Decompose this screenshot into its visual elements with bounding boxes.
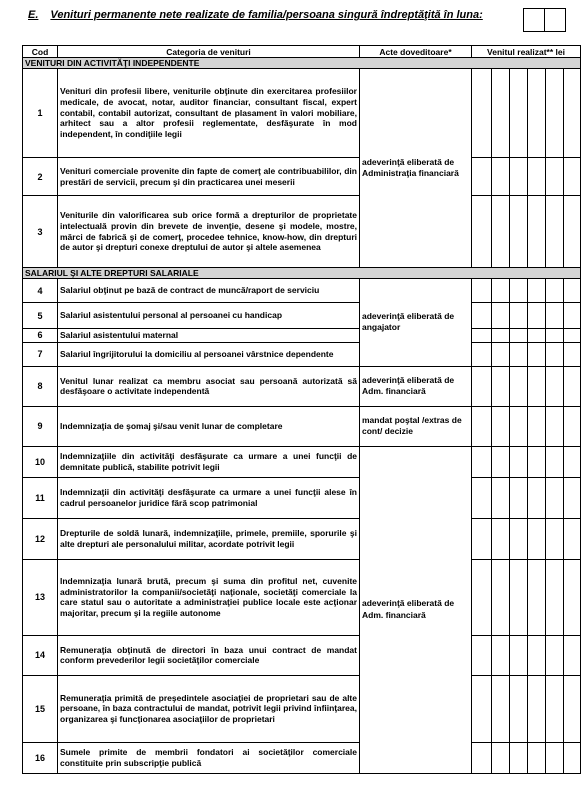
income-digit-cell[interactable] [546,477,564,518]
row-code: 16 [23,742,58,773]
row-code: 11 [23,477,58,518]
month-box[interactable] [545,8,566,32]
income-digit-cell[interactable] [510,196,528,268]
income-digit-cell[interactable] [472,742,492,773]
income-digit-cell[interactable] [528,158,546,196]
income-digit-cell[interactable] [546,329,564,343]
supporting-documents: mandat poştal /extras de cont/ decizie [360,406,472,446]
income-digit-cell[interactable] [492,477,510,518]
row-code: 8 [23,366,58,406]
income-digit-cell[interactable] [528,366,546,406]
row-category-text: Indemnizaţiile din activităţi desfăşurate ca urmare a unei funcţii de demnitate publică, stabilite potrivit legii [58,446,360,477]
income-digit-cell[interactable] [510,329,528,343]
income-digit-cell[interactable] [492,742,510,773]
row-category-text: Sumele primite de membrii fondatori ai societăţilor comerciale constituite prin subscripţie publică [58,742,360,773]
header-documents: Acte doveditoare* [360,46,472,58]
income-digit-cell[interactable] [564,366,581,406]
table-row [23,446,581,477]
row-category-text: Salariul obţinut pe bază de contract de muncă/raport de serviciu [58,279,360,303]
income-digit-cell[interactable] [492,279,510,303]
table-row [23,742,581,773]
income-digit-cell[interactable] [564,329,581,343]
income-digit-cell[interactable] [492,518,510,559]
table-row [23,329,581,343]
income-digit-cell[interactable] [528,675,546,742]
supporting-documents: adeverinţă eliberată de Adm. financiară [360,446,472,773]
month-boxes [523,8,566,32]
income-digit-cell[interactable] [528,329,546,343]
table-row [23,518,581,559]
row-code: 15 [23,675,58,742]
income-digit-cell[interactable] [472,406,492,446]
table-row [23,559,581,635]
income-digit-cell[interactable] [546,366,564,406]
income-digit-cell[interactable] [564,675,581,742]
income-digit-cell[interactable] [510,518,528,559]
income-digit-cell[interactable] [528,559,546,635]
header-row [23,46,581,58]
income-digit-cell[interactable] [528,635,546,675]
income-digit-cell[interactable] [546,518,564,559]
row-code: 13 [23,559,58,635]
income-digit-cell[interactable] [528,406,546,446]
income-digit-cell[interactable] [472,279,492,303]
income-digit-cell[interactable] [472,366,492,406]
row-code: 7 [23,342,58,366]
row-category-text: Salariul asistentului maternal [58,329,360,343]
table-row [23,366,581,406]
supporting-documents: adeverinţă eliberată de Adm. financiară [360,366,472,406]
income-digit-cell[interactable] [510,477,528,518]
income-digit-cell[interactable] [510,675,528,742]
table-row [23,477,581,518]
header-code: Cod [23,46,58,58]
row-category-text: Indemnizaţia lunară brută, precum şi suma din profitul net, cuvenite administratorilor la companii/societăţi naţionale, societăţi comerciale la care statul sau o autoritate a administraţiei publice locale este acţionar majoritar, precum şi la regiile autonome [58,559,360,635]
income-digit-cell[interactable] [472,477,492,518]
income-digit-cell[interactable] [546,742,564,773]
income-digit-cell[interactable] [472,342,492,366]
month-box[interactable] [523,8,545,32]
income-digit-cell[interactable] [546,675,564,742]
supporting-documents: adeverinţă eliberată de angajator [360,279,472,367]
income-table [22,45,581,774]
income-digit-cell[interactable] [528,279,546,303]
income-digit-cell[interactable] [472,559,492,635]
income-digit-cell[interactable] [472,675,492,742]
income-digit-cell[interactable] [492,366,510,406]
row-code: 9 [23,406,58,446]
income-digit-cell[interactable] [472,329,492,343]
row-code: 3 [23,196,58,268]
row-category-text: Salariul îngrijitorului la domiciliu al persoanei vârstnice dependente [58,342,360,366]
row-category-text: Drepturile de soldă lunară, indemnizaţiile, primele, premiile, sporurile şi alte drepturi ale personalului militar, acordate potrivit legii [58,518,360,559]
income-digit-cell[interactable] [510,303,528,329]
income-digit-cell[interactable] [510,342,528,366]
income-digit-cell[interactable] [528,446,546,477]
income-digit-cell[interactable] [564,303,581,329]
income-digit-cell[interactable] [510,635,528,675]
income-digit-cell[interactable] [546,559,564,635]
row-code: 14 [23,635,58,675]
row-category-text: Venituri din profesii libere, veniturile obţinute din exercitarea profesiilor medicale, de avocat, notar, auditor financiar, consultant fiscal, expert contabil, contabil autorizat, consultant de plasament în valori mobiliare, arhitect sau a altor profesii reglementate, desfăşurate în mod independent, în condiţiile legii [58,69,360,158]
header-income: Venitul realizat** lei [472,46,581,58]
row-code: 2 [23,158,58,196]
income-digit-cell[interactable] [510,158,528,196]
table-row [23,158,581,196]
income-digit-cell[interactable] [546,446,564,477]
table-row [23,342,581,366]
income-digit-cell[interactable] [472,635,492,675]
row-category-text: Remuneraţia obţinută de directori în baza unui contract de mandat conform prevederilor legii societăţilor comerciale [58,635,360,675]
row-category-text: Venituri comerciale provenite din fapte de comerţ ale contribuabililor, din prestări de servicii, precum şi din practicarea unei meserii [58,158,360,196]
section-letter: E. [28,9,39,21]
income-digit-cell[interactable] [472,196,492,268]
table-row [23,69,581,158]
income-digit-cell[interactable] [546,279,564,303]
income-digit-cell[interactable] [510,446,528,477]
income-digit-cell[interactable] [510,742,528,773]
income-digit-cell[interactable] [492,342,510,366]
row-code: 4 [23,279,58,303]
income-digit-cell[interactable] [510,69,528,158]
income-digit-cell[interactable] [492,446,510,477]
income-digit-cell[interactable] [492,329,510,343]
income-digit-cell[interactable] [528,69,546,158]
income-digit-cell[interactable] [564,518,581,559]
income-digit-cell[interactable] [564,279,581,303]
table-row [23,406,581,446]
income-digit-cell[interactable] [564,742,581,773]
row-code: 12 [23,518,58,559]
income-digit-cell[interactable] [492,196,510,268]
section-title-text: Venituri permanente nete realizate de familia/persoana singură îndreptăţită în luna: [50,9,483,21]
row-category-text: Veniturile din valorificarea sub orice formă a drepturilor de proprietate intelectuală provin din brevete de invenţie, desene şi modele, mostre, mărci de fabrică şi de comerţ, procedee tehnice, know-how, din drepturi de autor şi drepturi conexe dreptului de autor şi altele asemenea [58,196,360,268]
table-row [23,279,581,303]
section-title: VENITURI DIN ACTIVITĂŢI INDEPENDENTE [23,58,581,69]
income-digit-cell[interactable] [564,477,581,518]
income-digit-cell[interactable] [510,559,528,635]
income-digit-cell[interactable] [492,559,510,635]
income-digit-cell[interactable] [528,196,546,268]
table-row [23,196,581,268]
income-digit-cell[interactable] [546,158,564,196]
section-title: SALARIUL ŞI ALTE DREPTURI SALARIALE [23,268,581,279]
income-digit-cell[interactable] [564,196,581,268]
row-code: 6 [23,329,58,343]
income-digit-cell[interactable] [472,69,492,158]
income-digit-cell[interactable] [472,158,492,196]
income-digit-cell[interactable] [528,477,546,518]
row-category-text: Remuneraţia primită de preşedintele asociaţiei de proprietari sau de alte persoane, în baza contractului de mandat, potrivit legii privind înfiinţarea, organizarea şi funcţionarea asociaţiilor de proprietari [58,675,360,742]
income-digit-cell[interactable] [546,196,564,268]
income-digit-cell[interactable] [472,303,492,329]
income-digit-cell[interactable] [510,279,528,303]
income-digit-cell[interactable] [564,635,581,675]
section-row [23,268,581,279]
row-category-text: Indemnizaţia de şomaj şi/sau venit lunar de completare [58,406,360,446]
income-digit-cell[interactable] [510,366,528,406]
row-code: 10 [23,446,58,477]
income-digit-cell[interactable] [546,303,564,329]
income-digit-cell[interactable] [564,406,581,446]
income-digit-cell[interactable] [546,69,564,158]
table-row [23,675,581,742]
income-digit-cell[interactable] [528,742,546,773]
income-digit-cell[interactable] [510,406,528,446]
income-digit-cell[interactable] [546,342,564,366]
income-digit-cell[interactable] [472,518,492,559]
income-digit-cell[interactable] [546,635,564,675]
income-digit-cell[interactable] [564,342,581,366]
row-category-text: Indemnizaţii din activităţi desfăşurate ca urmare a unei funcţii alese în cadrul persoanelor juridice fără scop patrimonial [58,477,360,518]
row-code: 1 [23,69,58,158]
income-digit-cell[interactable] [528,342,546,366]
table-row [23,303,581,329]
form-section-title [28,9,483,21]
income-digit-cell[interactable] [564,559,581,635]
income-digit-cell[interactable] [546,406,564,446]
row-category-text: Salariul asistentului personal al persoanei cu handicap [58,303,360,329]
income-digit-cell[interactable] [472,446,492,477]
income-digit-cell[interactable] [564,158,581,196]
income-digit-cell[interactable] [492,675,510,742]
income-digit-cell[interactable] [564,446,581,477]
section-row [23,58,581,69]
income-digit-cell[interactable] [492,406,510,446]
header-category: Categoria de venituri [58,46,360,58]
income-digit-cell[interactable] [492,303,510,329]
supporting-documents: adeverinţă eliberată de Administraţia financiară [360,69,472,268]
income-digit-cell[interactable] [528,303,546,329]
row-code: 5 [23,303,58,329]
row-category-text: Venitul lunar realizat ca membru asociat sau persoană autorizată să desfăşoare o activitate independentă [58,366,360,406]
income-digit-cell[interactable] [492,69,510,158]
table-row [23,635,581,675]
income-digit-cell[interactable] [492,635,510,675]
income-digit-cell[interactable] [528,518,546,559]
income-digit-cell[interactable] [492,158,510,196]
income-digit-cell[interactable] [564,69,581,158]
